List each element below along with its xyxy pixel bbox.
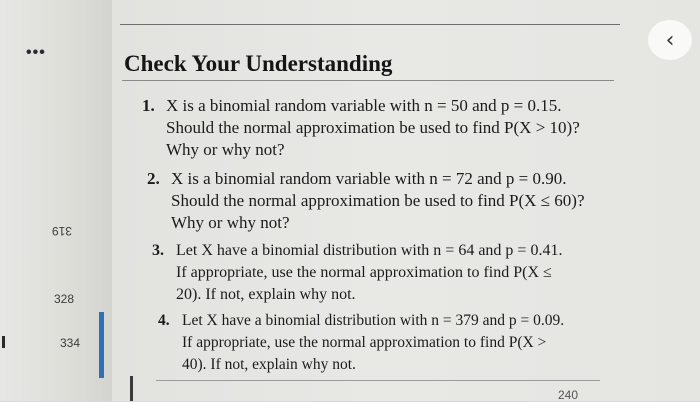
margin-page-number: 334	[60, 336, 81, 350]
problem-line: If appropriate, use the normal approximation to find P(X ≤	[176, 264, 552, 281]
problem-line: 20). If not, explain why not.	[176, 286, 356, 303]
more-options-icon[interactable]: •••	[26, 44, 46, 61]
problem-line: X is a binomial random variable with n = 72 and p = 0.90.	[171, 169, 567, 188]
problem-line: Why or why not?	[166, 140, 285, 159]
problem-number: 3.	[152, 242, 164, 259]
bottom-rule	[156, 380, 600, 381]
edge-mark	[2, 336, 5, 348]
chevron-left-icon: ‹	[665, 27, 675, 53]
problem-number: 4.	[158, 312, 170, 329]
top-rule	[120, 24, 620, 25]
margin-page-number: 328	[54, 292, 75, 306]
problem-number: 2.	[147, 169, 160, 188]
problem-2	[147, 168, 585, 234]
problem-line: Let X have a binomial distribution with n = 64 and p = 0.41.	[176, 242, 563, 259]
blue-margin-bar	[99, 312, 104, 378]
left-margin	[0, 0, 112, 401]
problem-1	[142, 95, 580, 161]
margin-page-number: 319	[52, 224, 73, 238]
problem-line: X is a binomial random variable with n = 50 and p = 0.15.	[166, 96, 562, 115]
margin-tick	[130, 376, 133, 401]
problem-line: Why or why not?	[171, 213, 290, 232]
problem-line: Should the normal approximation be used to find P(X ≤ 60)?	[171, 191, 585, 210]
problem-line: 40). If not, explain why not.	[182, 356, 356, 373]
problem-line: Let X have a binomial distribution with n = 379 and p = 0.09.	[182, 312, 565, 329]
problem-4	[158, 310, 564, 376]
problem-number: 1.	[142, 96, 155, 115]
heading-underline	[122, 80, 614, 81]
problem-line: If appropriate, use the normal approximation to find P(X >	[182, 334, 547, 351]
problem-line: Should the normal approximation be used to find P(X > 10)?	[166, 118, 580, 137]
page-number-fragment: 240	[558, 388, 579, 402]
back-button[interactable]	[648, 20, 692, 60]
problem-3	[152, 240, 562, 306]
section-heading: Check Your Understanding	[124, 51, 393, 76]
